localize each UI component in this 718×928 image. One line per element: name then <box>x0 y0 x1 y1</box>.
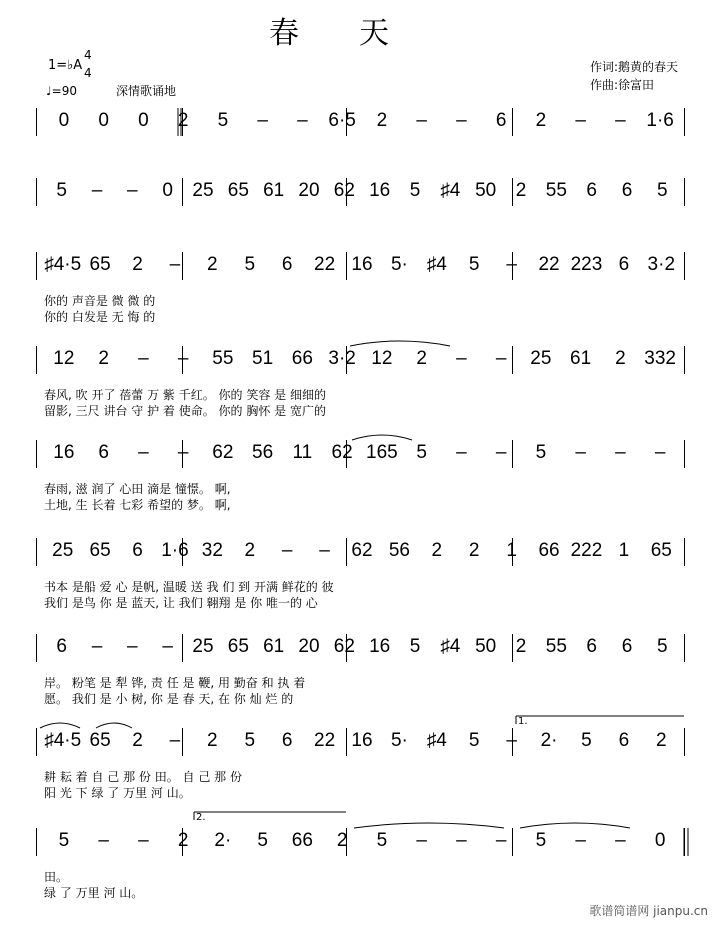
note: – <box>127 180 138 201</box>
note: 16 <box>369 636 391 657</box>
note: – <box>416 830 427 851</box>
note: – <box>297 110 308 131</box>
bar-line <box>684 108 685 136</box>
note: 6 <box>56 636 67 657</box>
note: – <box>169 730 181 751</box>
note: – <box>575 442 586 463</box>
note: – <box>162 636 173 657</box>
note: 25 <box>192 180 214 201</box>
bar-line <box>36 538 37 566</box>
note: 65 <box>227 180 249 201</box>
note: 6 <box>98 442 109 463</box>
note: 61 <box>263 180 285 201</box>
note: 5 <box>535 442 547 463</box>
note: 6 <box>621 180 633 201</box>
note: – <box>138 348 149 369</box>
note: 5 <box>535 830 547 851</box>
note: 2 <box>376 110 388 131</box>
slur <box>354 823 504 828</box>
note: – <box>138 830 149 851</box>
lyrics-verse-2: 愿。 我们 是 小 树, 你 是 春 天, 在 你 灿 烂 的 <box>44 692 294 706</box>
note: 22 <box>538 254 560 275</box>
lyrics-verse-2: 我们 是鸟 你 是 蓝天, 让 我们 翱翔 是 你 唯一的 心 <box>44 596 318 610</box>
note: 22 <box>314 730 336 751</box>
note: – <box>615 110 626 131</box>
lyrics-verse-1: 你的 声音是 微 微 的 <box>44 294 156 308</box>
note: 0 <box>58 110 70 131</box>
note: 1·6 <box>646 110 674 131</box>
note: 65 <box>89 254 111 275</box>
lyrics-verse-2: 绿 了 万里 河 山。 <box>44 886 144 900</box>
key-signature: 1=♭A <box>48 58 83 73</box>
note: 5 <box>657 180 668 201</box>
note: 2 <box>244 540 256 561</box>
lyrics-verse-2: 土地, 生 长着 七彩 希望的 梦。 啊, <box>44 498 231 512</box>
note: 16 <box>369 180 391 201</box>
note: 25 <box>52 540 74 561</box>
note: 5 <box>244 730 256 751</box>
slur <box>350 341 450 346</box>
note: – <box>456 830 467 851</box>
note: 332 <box>644 348 676 369</box>
note: 5 <box>244 254 256 275</box>
note: 5· <box>390 730 408 751</box>
note: 2 <box>431 540 443 561</box>
note: 1·6 <box>161 540 189 561</box>
note: 2 <box>98 348 109 369</box>
note: 5 <box>468 254 480 275</box>
watermark: 歌谱简谱网 jianpu.cn <box>589 904 708 918</box>
note: – <box>127 636 138 657</box>
note: 2 <box>177 110 189 131</box>
note: 2 <box>336 830 348 851</box>
note: 62 <box>333 180 355 201</box>
lyrics-verse-1: 耕 耘 着 自 己 那 份 田。 自 己 那 份 <box>44 770 242 784</box>
note: 55 <box>545 180 567 201</box>
note: 223 <box>570 254 603 275</box>
lyrics-verse-2: 阳 光 下 绿 了 万里 河 山。 <box>44 786 191 800</box>
note: – <box>281 540 293 561</box>
note: ♯4 <box>440 636 461 657</box>
bar-line <box>36 440 37 468</box>
note: 5 <box>468 730 480 751</box>
note: 20 <box>298 636 320 657</box>
note: 25 <box>192 636 214 657</box>
bar-line <box>36 728 37 756</box>
note: 5· <box>390 254 408 275</box>
note: 2 <box>655 730 667 751</box>
note: – <box>177 442 189 463</box>
note: – <box>138 442 149 463</box>
note: 11 <box>292 442 313 463</box>
note: 2 <box>468 540 480 561</box>
note: ♯4 <box>426 254 447 275</box>
note: 2 <box>207 730 218 751</box>
note: 1 <box>506 540 517 561</box>
note: 2 <box>132 730 143 751</box>
bar-line <box>36 634 37 662</box>
note: 66 <box>291 830 313 851</box>
note: 3·2 <box>328 348 356 369</box>
note: 6 <box>618 730 630 751</box>
volta-2-label: 2. <box>196 812 206 823</box>
lyrics-verse-1: 春风, 吹 开了 蓓蕾 万 紫 千红。 你的 笑容 是 细细的 <box>44 388 326 402</box>
note: – <box>177 348 189 369</box>
time-signature-top: 4 <box>84 48 92 62</box>
note: – <box>575 110 586 131</box>
lyrics-verse-2: 留影, 三尺 讲台 守 护 着 使命。 你的 胸怀 是 宽广的 <box>44 404 326 418</box>
note: 6 <box>621 636 633 657</box>
note: 25 <box>530 348 552 369</box>
bar-line <box>684 728 685 756</box>
note: 1 <box>618 540 630 561</box>
note: 0 <box>654 830 666 851</box>
note: 65 <box>89 540 111 561</box>
lyrics-verse-1: 书本 是船 爱 心 是帆, 温暖 送 我 们 到 开满 鲜花的 彼 <box>44 580 334 594</box>
note: 6·5 <box>328 110 356 131</box>
slur <box>520 823 630 828</box>
note: 5 <box>581 730 592 751</box>
bar-line <box>36 252 37 280</box>
lyrics-verse-2: 你的 白发是 无 悔 的 <box>44 310 156 324</box>
note: 62 <box>351 540 373 561</box>
note: – <box>654 442 666 463</box>
note: 62 <box>333 636 355 657</box>
note: 2· <box>540 730 558 751</box>
note: – <box>615 442 626 463</box>
note: 62 <box>331 442 353 463</box>
note: 2 <box>615 348 626 369</box>
note: – <box>456 442 467 463</box>
bar-line <box>684 440 685 468</box>
note: 2 <box>416 348 427 369</box>
note: 5 <box>217 110 229 131</box>
note: 165 <box>366 442 398 463</box>
note: 16 <box>351 254 373 275</box>
tempo-marking: ♩=90 <box>46 84 77 98</box>
note: 32 <box>201 540 223 561</box>
bar-line <box>684 252 685 280</box>
note: 12 <box>371 348 393 369</box>
note: 62 <box>212 442 234 463</box>
note: 56 <box>252 442 274 463</box>
note: 55 <box>545 636 567 657</box>
note: 5 <box>409 180 421 201</box>
note: – <box>91 636 103 657</box>
note: 2 <box>515 636 527 657</box>
bar-line <box>36 828 37 856</box>
note: 2 <box>132 254 143 275</box>
note: 12 <box>53 348 75 369</box>
note: 6 <box>281 730 293 751</box>
note: 6 <box>495 110 507 131</box>
note: – <box>495 348 507 369</box>
note: 222 <box>570 540 603 561</box>
note: 3·2 <box>647 254 676 275</box>
bar-line <box>36 178 37 206</box>
note: – <box>615 830 626 851</box>
note: – <box>416 110 427 131</box>
note: – <box>91 180 103 201</box>
note: 2· <box>214 830 232 851</box>
note: 66 <box>291 348 313 369</box>
note: 0 <box>138 110 149 131</box>
note: ♯4 <box>440 180 461 201</box>
lyrics-verse-1: 春雨, 滋 润了 心田 滴是 憧憬。 啊, <box>44 482 231 496</box>
note: ♯4·5 <box>44 254 82 275</box>
note: 61 <box>263 636 285 657</box>
note: 5 <box>416 442 427 463</box>
note: 50 <box>475 636 497 657</box>
note: – <box>506 730 517 751</box>
note: 16 <box>351 730 373 751</box>
volta-1-label: 1. <box>518 716 528 727</box>
note: 5 <box>56 180 67 201</box>
note: 6 <box>281 254 293 275</box>
note: 22 <box>314 254 336 275</box>
slur <box>352 435 412 440</box>
lyrics-verse-1: 田。 <box>44 870 69 884</box>
note: – <box>575 830 586 851</box>
bar-line <box>684 828 685 856</box>
lyricist: 作词:鹅黄的春天 <box>590 60 679 74</box>
note: 65 <box>650 540 672 561</box>
composer: 作曲:徐富田 <box>590 78 655 92</box>
bar-line <box>684 178 685 206</box>
note: 6 <box>586 180 597 201</box>
bar-line <box>684 538 685 566</box>
note: 2 <box>177 830 189 851</box>
slur <box>96 723 132 728</box>
note: – <box>257 110 268 131</box>
note: 2 <box>207 254 218 275</box>
note: 55 <box>212 348 234 369</box>
note: 2 <box>535 110 547 131</box>
note: 16 <box>53 442 75 463</box>
note: 20 <box>298 180 320 201</box>
note: 0 <box>162 180 173 201</box>
note: – <box>456 110 467 131</box>
bar-line <box>684 346 685 374</box>
bar-line <box>36 108 37 136</box>
bar-line <box>684 634 685 662</box>
note: – <box>495 830 507 851</box>
note: 56 <box>388 540 410 561</box>
note: – <box>495 442 507 463</box>
lyrics-verse-1: 岸。 粉笔 是 犁 铧, 责 任 是 鞭, 用 勤奋 和 执 着 <box>44 676 306 690</box>
note: – <box>319 540 330 561</box>
note: 61 <box>570 348 592 369</box>
slur <box>40 723 80 728</box>
note: – <box>169 254 181 275</box>
note: 2 <box>515 180 527 201</box>
note: 65 <box>227 636 249 657</box>
note: 0 <box>98 110 109 131</box>
note: ♯4 <box>426 730 447 751</box>
note: 5 <box>257 830 268 851</box>
bar-line <box>36 346 37 374</box>
note: 5 <box>657 636 668 657</box>
note: 66 <box>538 540 560 561</box>
note: 5 <box>58 830 70 851</box>
note: 65 <box>89 730 111 751</box>
note: 50 <box>475 180 497 201</box>
note: – <box>456 348 467 369</box>
note: 5 <box>376 830 388 851</box>
note: – <box>506 254 517 275</box>
note: 6 <box>618 254 630 275</box>
note: – <box>98 830 109 851</box>
note: 6 <box>586 636 597 657</box>
note: 6 <box>132 540 143 561</box>
expression-marking: 深情歌诵地 <box>116 84 177 98</box>
time-signature-bottom: 4 <box>84 66 92 80</box>
note: 5 <box>409 636 421 657</box>
note: 51 <box>252 348 274 369</box>
note: ♯4·5 <box>44 730 82 751</box>
page-title: 春天 <box>269 16 449 51</box>
